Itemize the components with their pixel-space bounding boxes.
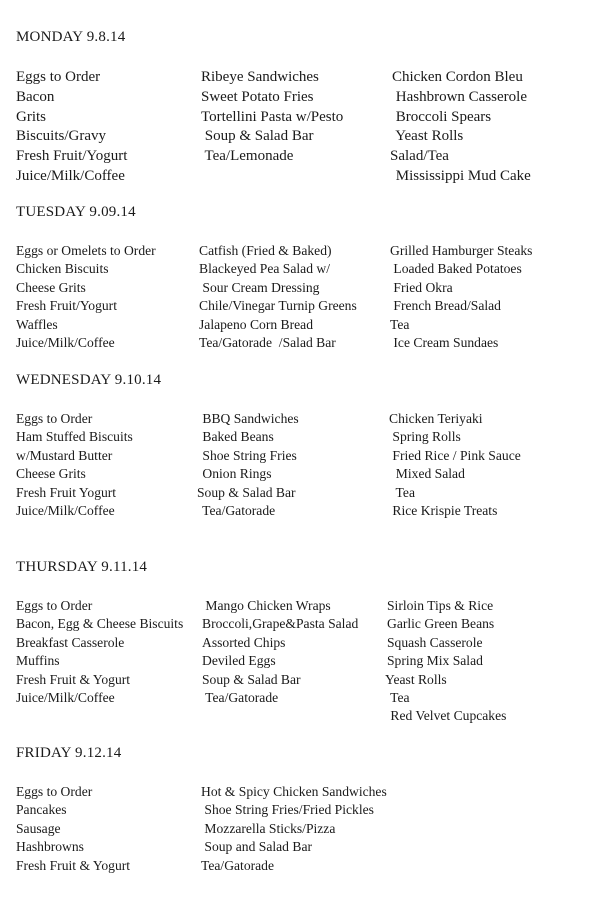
menu-item: Catfish (Fried & Baked)	[199, 243, 332, 258]
menu-item: Fried Okra	[390, 279, 453, 295]
menu-item: Biscuits/Gravy	[16, 128, 106, 145]
menu-item: Chicken Cordon Bleu	[392, 69, 523, 85]
menu-item: Sweet Potato Fries	[201, 88, 314, 105]
menu-item: Tortellini Pasta w/Pesto	[201, 108, 344, 125]
menu-item: Soup & Salad Bar	[202, 671, 301, 687]
menu-item: Juice/Milk/Coffee	[16, 689, 115, 705]
menu-item: Tea/Gatorade	[201, 857, 275, 873]
menu-item: Tea	[390, 316, 410, 332]
menu-item: Cheese Grits	[16, 466, 86, 482]
menu-item: w/Mustard Butter	[16, 447, 113, 463]
menu-item: Assorted Chips	[202, 634, 286, 650]
menu-item: Waffles	[16, 316, 58, 332]
day-heading: WEDNESDAY 9.10.14	[16, 372, 162, 388]
menu-item: Ice Cream Sundaes	[390, 334, 499, 350]
dinner-column	[389, 410, 521, 520]
menu-item: Spring Rolls	[389, 429, 461, 445]
day-heading: MONDAY 9.8.14	[16, 29, 126, 45]
menu-item: Squash Casserole	[387, 634, 483, 650]
lunch-column	[199, 410, 299, 520]
menu-item: Juice/Milk/Coffee	[16, 502, 115, 518]
menu-item: Sausage	[16, 820, 61, 836]
breakfast-column	[16, 783, 130, 875]
lunch-column	[202, 597, 358, 707]
menu-item: Chicken Teriyaki	[389, 411, 483, 426]
menu-item: BBQ Sandwiches	[199, 411, 299, 426]
menu-item: Juice/Milk/Coffee	[16, 334, 115, 350]
menu-item: Deviled Eggs	[202, 653, 276, 669]
menu-item: Mango Chicken Wraps	[202, 598, 331, 613]
lunch-column	[201, 783, 387, 875]
menu-item: Tea/Gatorade	[202, 689, 279, 705]
menu-item: Shoe String Fries	[199, 447, 297, 463]
menu-item: Cheese Grits	[16, 279, 86, 295]
menu-item: Juice/Milk/Coffee	[16, 167, 125, 184]
menu-item: Fried Rice / Pink Sauce	[389, 447, 521, 463]
menu-item: Soup & Salad Bar	[197, 484, 296, 500]
menu-item: Hashbrowns	[16, 839, 84, 855]
menu-item: Spring Mix Salad	[387, 653, 483, 669]
menu-item: Hot & Spicy Chicken Sandwiches	[201, 784, 387, 799]
menu-item: Mississippi Mud Cake	[392, 167, 531, 184]
menu-item: Bacon, Egg & Cheese Biscuits	[16, 616, 184, 632]
menu-item: Eggs to Order	[16, 69, 101, 85]
menu-item: Garlic Green Beans	[387, 616, 495, 632]
menu-item: Eggs or Omelets to Order	[16, 243, 156, 258]
menu-item: Tea/Lemonade	[201, 148, 294, 165]
menu-item: Chicken Biscuits	[16, 261, 109, 277]
menu-item: Ham Stuffed Biscuits	[16, 429, 133, 445]
menu-item: Salad/Tea	[390, 148, 449, 165]
menu-item: Muffins	[16, 653, 60, 669]
dinner-column	[387, 597, 506, 726]
menu-item: Tea	[389, 484, 415, 500]
menu-item: Hashbrown Casserole	[392, 88, 527, 105]
breakfast-column	[16, 242, 156, 352]
menu-item: Shoe String Fries/Fried Pickles	[201, 802, 374, 818]
menu-item: Fresh Fruit & Yogurt	[16, 671, 131, 687]
dinner-column	[390, 242, 532, 352]
menu-item: Tea	[387, 689, 410, 705]
menu-item: Onion Rings	[199, 466, 272, 482]
menu-item: Red Velvet Cupcakes	[387, 708, 507, 724]
lunch-column	[201, 68, 343, 167]
menu-item: Grits	[16, 108, 46, 125]
menu-item: Yeast Rolls	[385, 671, 447, 687]
day-heading: THURSDAY 9.11.14	[16, 559, 148, 575]
day-heading: TUESDAY 9.09.14	[16, 204, 136, 220]
menu-item: Bacon	[16, 88, 55, 105]
menu-item: Loaded Baked Potatoes	[390, 261, 522, 277]
menu-item: Blackeyed Pea Salad w/	[199, 261, 330, 277]
menu-item: Soup and Salad Bar	[201, 839, 313, 855]
menu-item: Chile/Vinegar Turnip Greens	[199, 298, 357, 314]
menu-item: Rice Krispie Treats	[389, 502, 498, 518]
menu-item: Fresh Fruit & Yogurt	[16, 857, 131, 873]
menu-item: Grilled Hamburger Steaks	[390, 243, 533, 258]
menu-item: Eggs to Order	[16, 598, 93, 613]
menu-item: Mixed Salad	[389, 466, 465, 482]
menu-item: Fresh Fruit Yogurt	[16, 484, 117, 500]
breakfast-column	[16, 68, 127, 187]
menu-item: Yeast Rolls	[392, 128, 464, 145]
menu-item: Jalapeno Corn Bread	[199, 316, 314, 332]
menu-item: French Bread/Salad	[390, 298, 501, 314]
menu-item: Pancakes	[16, 802, 67, 818]
day-heading: FRIDAY 9.12.14	[16, 745, 122, 761]
menu-item: Soup & Salad Bar	[201, 128, 314, 145]
breakfast-column	[16, 597, 183, 707]
menu-item: Tea/Gatorade /Salad Bar	[199, 334, 336, 350]
menu-item: Fresh Fruit/Yogurt	[16, 148, 128, 165]
dinner-column	[392, 68, 531, 187]
menu-item: Broccoli,Grape&Pasta Salad	[202, 616, 359, 632]
lunch-column	[199, 242, 357, 352]
menu-item: Ribeye Sandwiches	[201, 69, 319, 85]
menu-item: Sirloin Tips & Rice	[387, 598, 494, 613]
menu-item: Baked Beans	[199, 429, 274, 445]
menu-item: Eggs to Order	[16, 784, 93, 799]
menu-item: Sour Cream Dressing	[199, 279, 320, 295]
menu-item: Fresh Fruit/Yogurt	[16, 298, 117, 314]
menu-item: Broccoli Spears	[392, 108, 492, 125]
breakfast-column	[16, 410, 133, 520]
menu-item: Breakfast Casserole	[16, 634, 125, 650]
menu-item: Eggs to Order	[16, 411, 93, 426]
menu-item: Tea/Gatorade	[199, 502, 276, 518]
menu-item: Mozzarella Sticks/Pizza	[201, 820, 336, 836]
